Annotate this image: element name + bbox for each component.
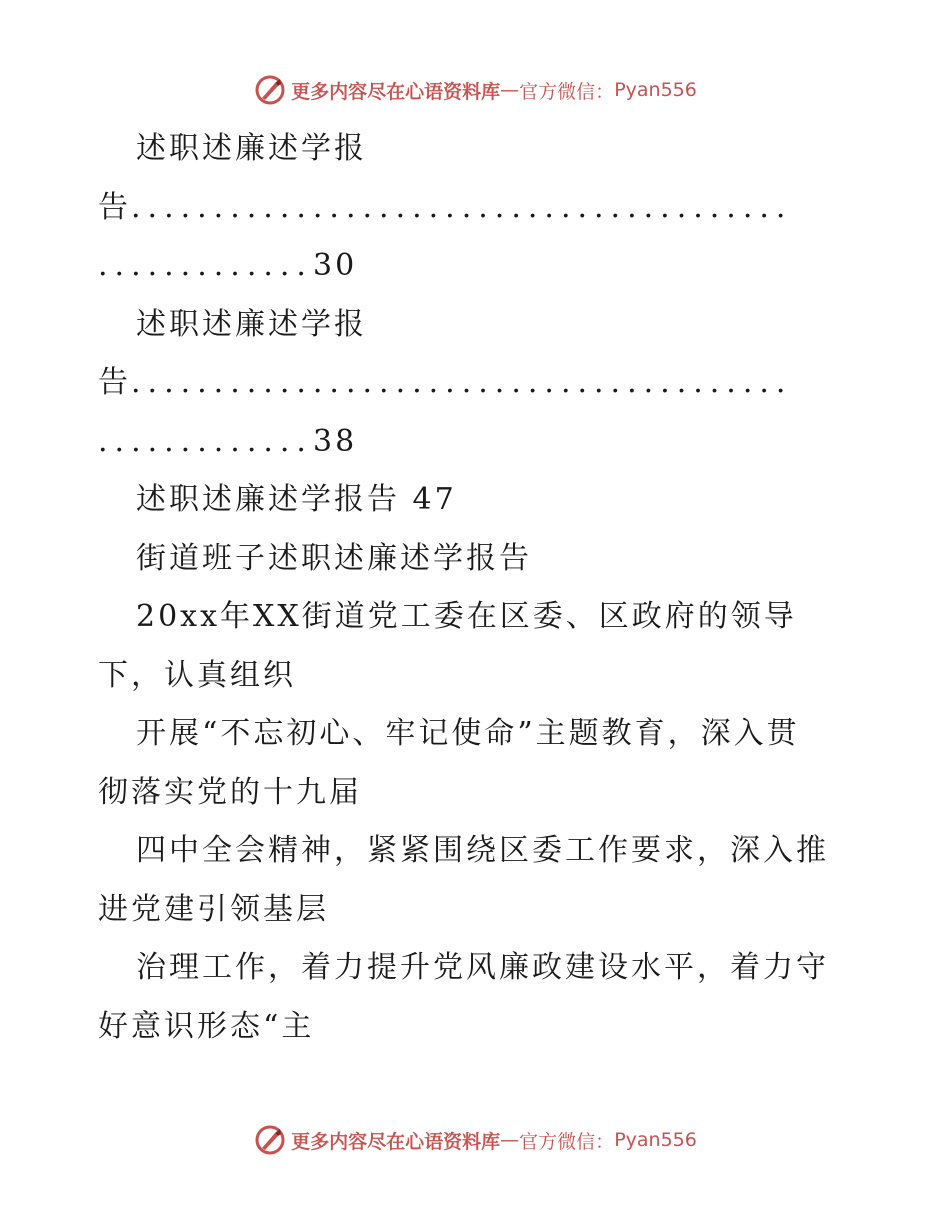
paragraph-line: 下，认真组织: [98, 657, 296, 693]
watermark-account: Pyan556: [614, 1129, 697, 1151]
toc-entry-page-line: [98, 237, 858, 296]
paragraph-line: 治理工作，着力提升党风廉政建设水平，着力守: [136, 950, 829, 985]
document-body: [98, 120, 858, 1056]
header-watermark: [0, 70, 950, 110]
paragraph-line: 20xx年XX街道党工委在区委、区政府的领导: [136, 599, 797, 634]
watermark-suffix: 官方微信：: [519, 1130, 615, 1153]
toc-leader-dots: ........................................: [131, 189, 793, 225]
watermark-suffix: 官方微信：: [519, 80, 615, 103]
toc-entry-title: 述职述廉述学报: [136, 131, 367, 166]
document-heading: 街道班子述职述廉述学报告: [136, 540, 532, 576]
watermark-account: Pyan556: [614, 79, 697, 101]
toc-page-number: 47: [412, 482, 457, 517]
paragraph-line: 好意识形态“主: [98, 1008, 315, 1044]
paragraph-line: 开展“不忘初心、牢记使命”主题教育，深入贯: [136, 716, 800, 751]
toc-page-number: 38: [312, 423, 358, 459]
toc-entry-title-cont: [98, 354, 858, 413]
toc-leader-dots: .............: [98, 423, 313, 459]
toc-entry-title: 述职述廉述学报: [136, 306, 367, 342]
watermark-separator: —: [500, 79, 520, 101]
toc-entry-title: 述职述廉述学报告: [136, 482, 400, 517]
toc-entry-title-tail: 告: [98, 365, 131, 400]
toc-entry-title-tail: 告: [98, 189, 131, 225]
toc-leader-dots: .............: [98, 248, 313, 283]
toc-entry-page-line: [98, 413, 858, 472]
pen-logo-icon: [253, 73, 287, 107]
toc-leader-dots: ........................................: [131, 365, 793, 400]
pen-logo-icon: [253, 1123, 287, 1157]
watermark-brand: 更多内容尽在心语资料库: [291, 80, 501, 103]
watermark-brand: 更多内容尽在心语资料库: [291, 1130, 501, 1153]
watermark-separator: —: [500, 1129, 520, 1151]
toc-entry: [98, 471, 858, 530]
paragraph-line: 进党建引领基层: [98, 891, 329, 927]
toc-entry-title-cont: [98, 179, 858, 238]
footer-watermark: [0, 1120, 950, 1160]
paragraph-line: 彻落实党的十九届: [98, 774, 362, 810]
toc-page-number: 30: [312, 248, 358, 283]
paragraph-line: 四中全会精神，紧紧围绕区委工作要求，深入推: [136, 833, 829, 868]
